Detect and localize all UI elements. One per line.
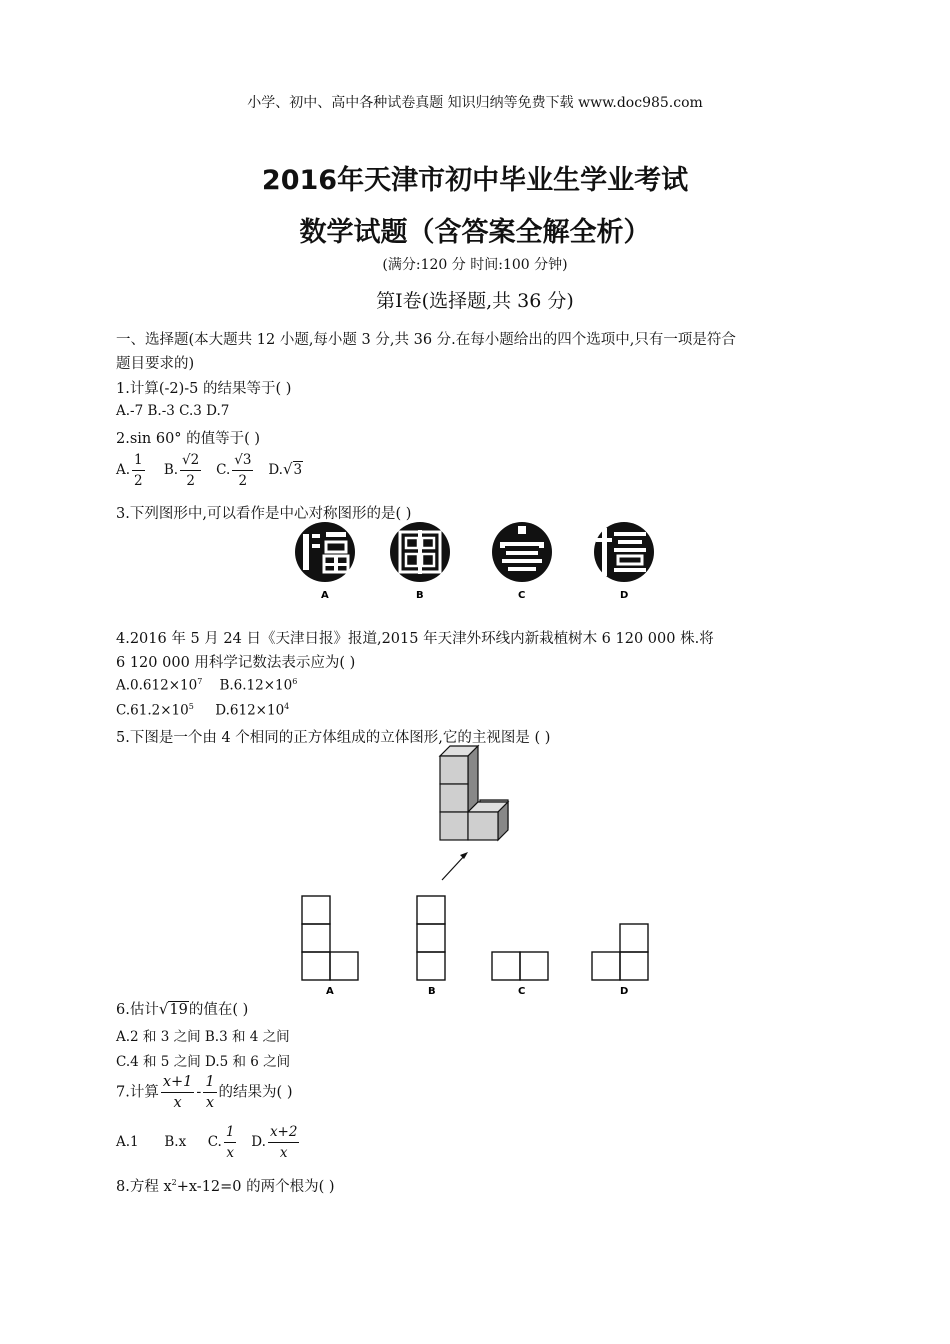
q4-option-c: C.61.2×10 [116,702,189,719]
exam-meta: (满分:120 分 时间:100 分钟) [382,257,568,273]
q3-label-a: A [321,590,329,601]
q2-b-fraction: $\frac{√2}{2}$ [182,452,200,489]
q2-a-num: 1 [132,450,145,471]
q4-exp-b: 6 [292,677,298,686]
q3-stem: 3.下列图形中,可以看作是中心对称图形的是( ) [116,506,412,522]
q7-stem [116,1072,292,1113]
q5-label-a: A [326,986,334,997]
q3-label-c: C [518,590,526,601]
q4-line2: 6 120 000 用科学记数法表示应为( ) [116,655,356,671]
q5-option-a-icon [302,896,358,980]
q7-option-a: A.1 [116,1134,139,1150]
exam-subtitle: 数学试题（含答案全解全析） [299,217,651,248]
q6-options-row1: A.2 和 3 之间 B.3 和 4 之间 [116,1029,290,1045]
q7-f1-den: x [173,1095,182,1111]
q7-options [116,1122,301,1163]
q4-exp-d: 4 [284,702,290,711]
q5-view-arrow-icon [442,852,468,880]
q6-radical: √19 [158,1000,188,1018]
q2-a-fraction [132,450,145,491]
q7-d-den: x [279,1145,288,1161]
q4-options-row1 [116,677,297,694]
q7-f1-num: x+1 [161,1072,195,1093]
q6-rad: 19 [169,1002,188,1018]
q4-options-row2 [116,702,289,719]
q5-option-b-icon [417,896,445,980]
q8-stem [116,1175,335,1196]
q5-option-d-icon [592,924,648,980]
site-header: 小学、初中、高中各种试卷真题 知识归纳等免费下载 www.doc985.com [247,95,703,111]
q4-option-a: A.0.612×10 [116,677,198,694]
q3-fig-b-icon [390,522,450,582]
q4-exp-a: 7 [197,677,203,686]
q5-label-d: D [620,986,629,997]
q6-pre: 6.估计 [116,1002,159,1018]
q5-option-c-icon [492,952,548,980]
instructions-line2: 题目要求的) [116,356,195,372]
q5-label-c: C [518,986,526,997]
q2-c-num: 3 [242,452,252,468]
q2-d-radical: √3 [282,460,303,478]
q6-stem [116,998,248,1019]
q3-label-d: D [620,590,629,601]
q7-fraction-1 [161,1072,195,1113]
q7-option-c-label: C. [207,1134,222,1150]
q7-f2-num: 1 [203,1072,216,1093]
q7-f2-den: x [205,1095,215,1111]
q2-b-num: 2 [190,452,200,468]
q7-pre: 7.计算 [116,1084,159,1101]
q3-fig-a-icon [295,522,355,582]
q5-solid-icon [440,746,508,840]
q2-d-rad: 3 [293,462,303,478]
q4-line1: 4.2016 年 5 月 24 日《天津日报》报道,2015 年天津外环线内新栽植树木 6 120 000 株.将 [116,631,714,647]
q7-post: 的结果为( ) [218,1084,293,1101]
q5-label-b: B [428,986,436,997]
q6-options-row2: C.4 和 5 之间 D.5 和 6 之间 [116,1054,291,1070]
q2-stem: 2.sin 60° 的值等于( ) [116,431,261,447]
q1-stem: 1.计算(-2)-5 的结果等于( ) [116,381,292,397]
q3-label-b: B [416,590,424,601]
q7-option-d-label: D. [251,1134,266,1150]
q4-option-b: B.6.12×10 [219,677,293,694]
q7-option-b: B.x [164,1134,187,1150]
q2-a-label: A. [116,462,131,478]
q8-sup: 2 [171,1178,177,1188]
q6-post: 的值在( ) [188,1002,249,1018]
q2-c-fraction: $\frac{√3}{2}$ [234,452,252,489]
q3-fig-d-icon [594,522,654,582]
q7-c-den: x [226,1145,234,1161]
section-heading: 第Ⅰ卷(选择题,共 36 分) [376,290,574,312]
q5-figure [290,742,670,998]
q7-minus: - [196,1084,202,1101]
q2-c-label: C. [216,462,231,478]
q7-d-num: x+2 [268,1122,300,1143]
q7-fraction-2 [203,1072,216,1113]
instructions-line1: 一、选择题(本大题共 12 小题,每小题 3 分,共 36 分.在每小题给出的四个选项中,只有一项是符合 [116,332,736,348]
q8-post: +x-12=0 的两个根为( ) [176,1179,335,1195]
q2-b-label: B. [163,462,179,478]
q8-pre: 8.方程 x [116,1179,172,1195]
q2-b-den: 2 [186,473,195,489]
q1-options: A.-7 B.-3 C.3 D.7 [116,403,230,419]
q7-option-c-fraction [224,1122,237,1163]
q4-exp-c: 5 [188,702,194,711]
exam-title: 2016年天津市初中毕业生学业考试 [261,165,689,196]
q7-c-num: 1 [224,1122,237,1143]
q4-option-d: D.612×10 [215,702,285,719]
q2-c-den: 2 [238,473,248,489]
q2-a-den: 2 [134,473,143,489]
q7-option-d-fraction [268,1122,300,1163]
q2-options [116,450,303,491]
q3-figures [290,520,670,602]
q2-d-label: D. [268,462,283,478]
q5-stem: 5.下图是一个由 4 个相同的正方体组成的立体图形,它的主视图是 ( ) [116,730,551,746]
q3-fig-c-icon [492,522,552,582]
